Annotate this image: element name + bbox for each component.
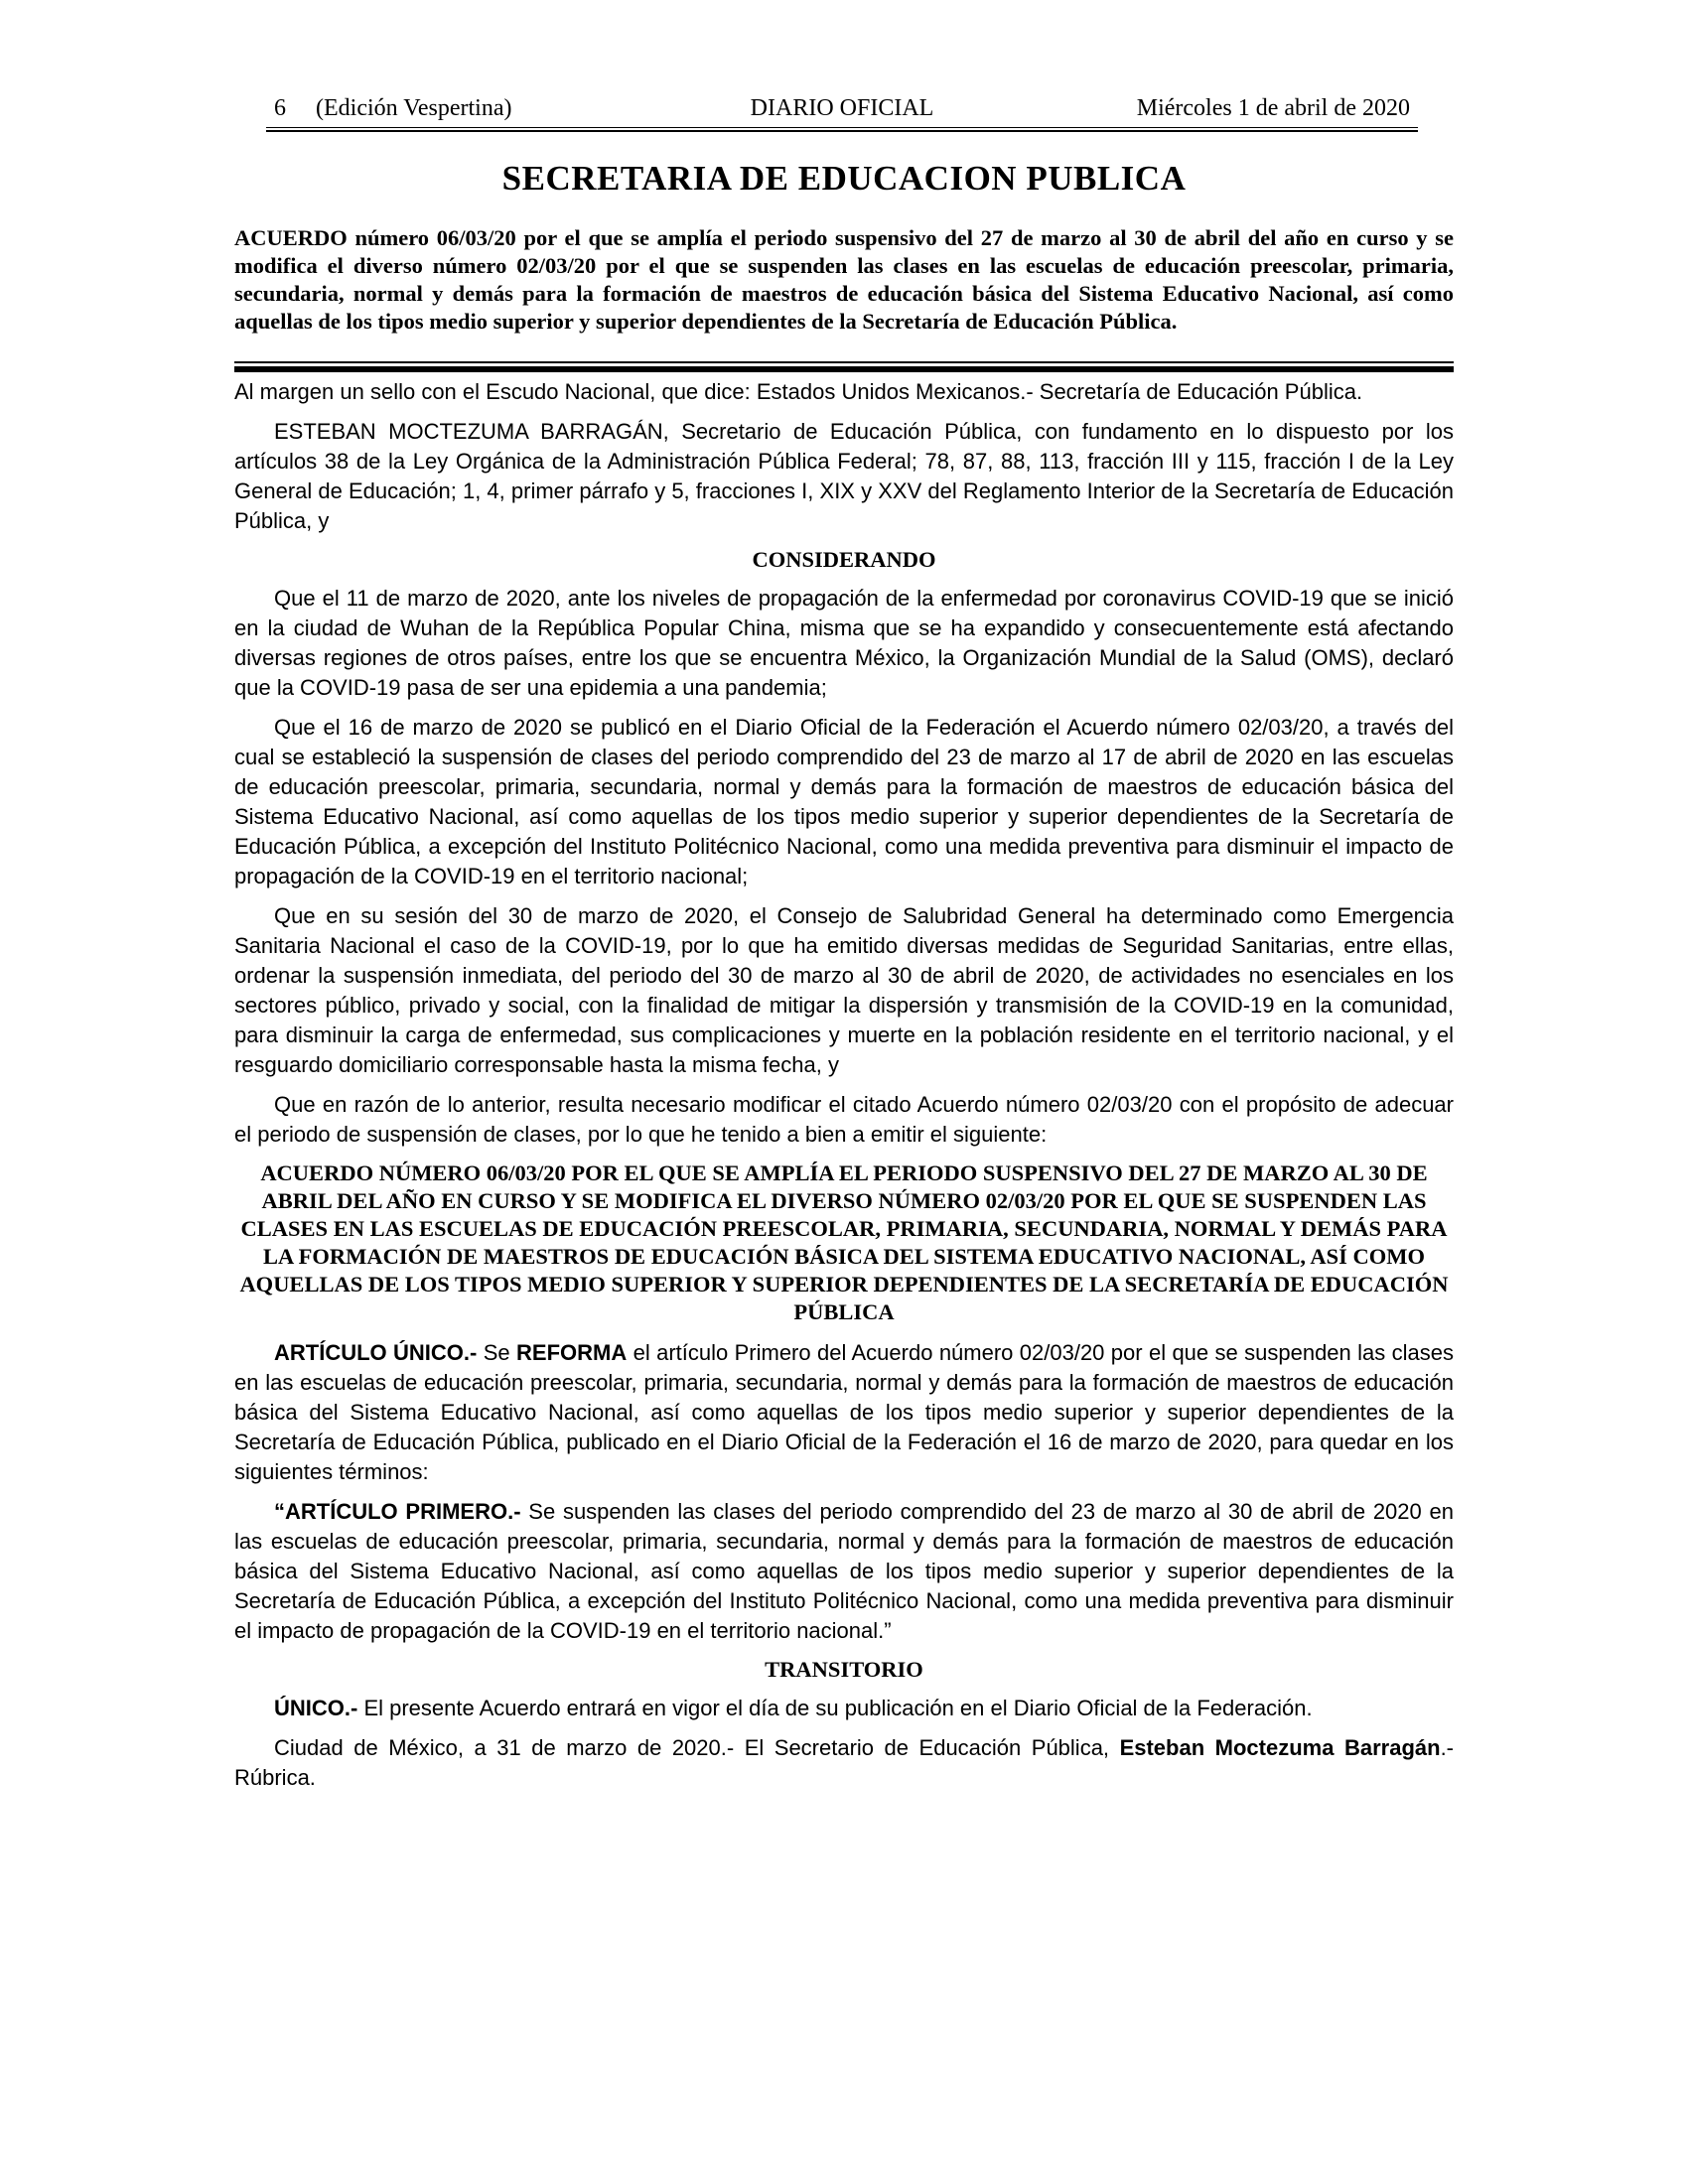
closing-text: Ciudad de México, a 31 de marzo de 2020.- El Secretario de Educación Pública, <box>274 1735 1120 1760</box>
considerando-heading: CONSIDERANDO <box>752 547 936 572</box>
publication-title: DIARIO OFICIAL <box>750 95 934 121</box>
articulo-primero-paragraph <box>234 1497 1454 1646</box>
transitorio-text: El presente Acuerdo entrará en vigor el día de su publicación en el Diario Oficial de la Federación. <box>357 1696 1313 1720</box>
margin-note: Al margen un sello con el Escudo Nacional, que dice: Estados Unidos Mexicanos.- Secretaría de Educación Pública. <box>234 379 1363 404</box>
articulo-unico-paragraph <box>234 1338 1454 1487</box>
preamble-paragraph: ESTEBAN MOCTEZUMA BARRAGÁN, Secretario de Educación Pública, con fundamento en lo dispuesto por los artículos 38 de la Ley Orgánica de la Administración Pública Federal; 78, 87, 88, 113, fracción III y 115, fracción I de la Ley General de Educación; 1, 4, primer párrafo y 5, fracciones I, XIX y XXV del Reglamento Interior de la Secretaría de Educación Pública, y <box>234 419 1454 533</box>
reforma-keyword: REFORMA <box>516 1340 628 1365</box>
considerando-paragraph: Que en su sesión del 30 de marzo de 2020, el Consejo de Salubridad General ha determinado como Emergencia Sanitaria Nacional el caso de la COVID-19, por lo que ha emitido diversas medidas de Seguridad Sanitarias, entre ellas, ordenar la suspensión inmediata, del periodo del 30 de marzo al 30 de abril de 2020, de actividades no esenciales en los sectores público, privado y social, con la finalidad de mitigar la dispersión y transmisión de la COVID-19 en la comunidad, para disminuir la carga de enfermedad, sus complicaciones y muerte en la población residente en el territorio nacional, y el resguardo domiciliario corresponsable hasta la misma fecha, y <box>234 903 1454 1077</box>
transitorio-label: ÚNICO.- <box>274 1696 358 1720</box>
articulo-primero-label: “ARTÍCULO PRIMERO.- <box>274 1499 521 1524</box>
summary-rule <box>234 361 1454 372</box>
articulo-primero-text: Se suspenden las clases del periodo comprendido del 23 de marzo al 30 de abril de 2020 en las escuelas de educación preescolar, primaria, secundaria, normal y demás para la formación de maestros de educación básica del Sistema Educativo Nacional, así como aquellas de los tipos medio superior y superior dependientes de la Secretaría de Educación Pública, a excepción del Instituto Politécnico Nacional, como una medida preventiva para disminuir el impacto de propagación de la COVID-19 en el territorio nacional.” <box>234 1499 1454 1643</box>
considerando-paragraph: Que el 11 de marzo de 2020, ante los niveles de propagación de la enfermedad por coronavirus COVID-19 que se inició en la ciudad de Wuhan de la República Popular China, misma que se ha expandido y consecuentemente está afectando diversas regiones de otros países, entre los que se encuentra México, la Organización Mundial de la Salud (OMS), declaró que la COVID-19 pasa de ser una epidemia a una pandemia; <box>234 586 1454 700</box>
transitorio-paragraph <box>234 1694 1454 1723</box>
page-header <box>266 95 1418 129</box>
considerando-paragraph: Que en razón de lo anterior, resulta necesario modificar el citado Acuerdo número 02/03/20 con el propósito de adecuar el periodo de suspensión de clases, por lo que he tenido a bien a emitir el siguiente: <box>234 1092 1454 1147</box>
articulo-unico-text: el artículo Primero del Acuerdo número 02/03/20 por el que se suspenden las clases en las escuelas de educación preescolar, primaria, secundaria, normal y demás para la formación de maestros de educación básica del Sistema Educativo Nacional, así como aquellas de los tipos medio superior y superior dependientes de la Secretaría de Educación Pública, publicado en el Diario Oficial de la Federación el 16 de marzo de 2020, para quedar en los siguientes términos: <box>234 1340 1454 1484</box>
section-title: SECRETARIA DE EDUCACION PUBLICA <box>501 159 1187 198</box>
document-body <box>234 377 1454 1803</box>
decree-summary: ACUERDO número 06/03/20 por el que se amplía el periodo suspensivo del 27 de marzo al 30 de abril del año en curso y se modifica el diverso número 02/03/20 por el que se suspenden las clases en las escuelas de educación preescolar, primaria, secundaria, normal y demás para la formación de maestros de educación básica del Sistema Educativo Nacional, así como aquellas de los tipos medio superior y superior dependientes de la Secretaría de Educación Pública. <box>234 225 1454 334</box>
page-number: 6 <box>274 95 286 121</box>
signatory-name: Esteban Moctezuma Barragán <box>1119 1735 1441 1760</box>
considerando-paragraph: Que el 16 de marzo de 2020 se publicó en el Diario Oficial de la Federación el Acuerdo número 02/03/20, a través del cual se estableció la suspensión de clases del periodo comprendido del 23 de marzo al 17 de abril de 2020 en las escuelas de educación preescolar, primaria, secundaria, normal y demás para la formación de maestros de educación básica del Sistema Educativo Nacional, así como aquellas de los tipos medio superior y superior dependientes de la Secretaría de Educación Pública, a excepción del Instituto Politécnico Nacional, como una medida preventiva para disminuir el impacto de propagación de la COVID-19 en el territorio nacional; <box>234 715 1454 888</box>
closing-paragraph <box>234 1733 1454 1793</box>
transitorio-heading: TRANSITORIO <box>765 1657 923 1682</box>
articulo-unico-label: ARTÍCULO ÚNICO.- <box>274 1340 478 1365</box>
edition-label: (Edición Vespertina) <box>316 95 512 121</box>
closing-suffix: .- Rúbrica. <box>234 1735 1455 1790</box>
articulo-unico-pre: Se <box>477 1340 517 1365</box>
publication-date: Miércoles 1 de abril de 2020 <box>1136 95 1410 121</box>
header-rule <box>266 127 1418 132</box>
acuerdo-heading: ACUERDO NÚMERO 06/03/20 POR EL QUE SE AMPLÍA EL PERIODO SUSPENSIVO DEL 27 DE MARZO AL 30 DE ABRIL DEL AÑO EN CURSO Y SE MODIFICA EL DIVERSO NÚMERO 02/03/20 POR EL QUE SE SUSPENDEN LAS CLASES EN LAS ESCUELAS DE EDUCACIÓN PREESCOLAR, PRIMARIA, SECUNDARIA, NORMAL Y DEMÁS PARA LA FORMACIÓN DE MAESTROS DE EDUCACIÓN BÁSICA DEL SISTEMA EDUCATIVO NACIONAL, ASÍ COMO AQUELLAS DE LOS TIPOS MEDIO SUPERIOR Y SUPERIOR DEPENDIENTES DE LA SECRETARÍA DE EDUCACIÓN PÚBLICA <box>239 1160 1449 1324</box>
